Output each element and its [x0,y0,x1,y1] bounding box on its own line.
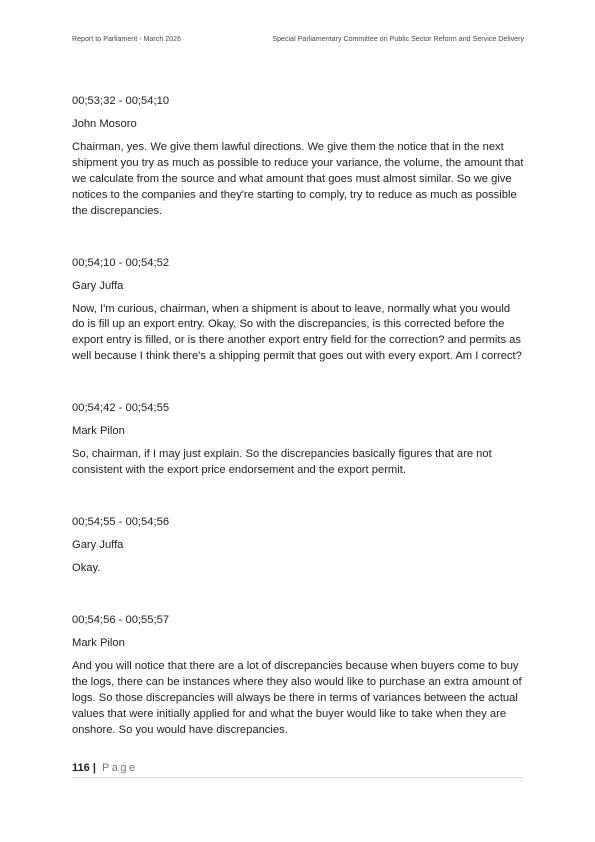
footer-divider [72,777,524,778]
entry-timestamp: 00;54;10 - 00;54;52 [72,256,170,269]
entry-text: Chairman, yes. We give them lawful directions. We give them the notice that in the next shipment you try as much as possible to reduce your variance, the volume, the amount that we calculate from the source and what amount that goes must almost similar. So we give notices to the companies and they're starting to comply, try to reduce as much as possible the discrepancies. [72,141,524,217]
entry-text: So, chairman, if I may just explain. So the discrepancies basically figures that are not consistent with the export price endorsement and the export permit. [72,448,492,477]
entry-speaker: Gary Juffa [72,279,124,292]
entry-timestamp: 00;54;55 - 00;54;56 [72,515,170,528]
entry-timestamp: 00;54;56 - 00;55;57 [72,613,170,626]
page-header [72,36,524,43]
transcript-entry [72,94,524,220]
entry-timestamp: 00;54;42 - 00;54;55 [72,402,170,415]
page-number: 116 [72,762,90,774]
entry-text: And you will notice that there are a lot of discrepancies because when buyers come to buy the logs, there can be instances where they also would like to purchase an extra amount of logs. So those discrepancies will always be there in terms of variances between the actual values that were initially applied for and what the buyer would like to take when they are onshore. So you would have discrepancies. [72,659,522,736]
entry-speaker: John Mosoro [72,118,137,130]
entry-speaker: Mark Pilon [72,425,125,438]
entry-text: Now, I'm curious, chairman, when a shipment is about to leave, normally what you would do is fill up an export entry. Okay, So with the discrepancies, is this corrected before the export entry is filled, or is there another export entry field for the correction? and permits as well because I think there's a shipping permit that goes out with every export. Am I correct? [72,302,522,363]
footer-separator: | [92,762,96,774]
transcript-entry [72,401,524,479]
transcript-entry [72,256,524,366]
transcript-body [72,94,524,774]
entry-timestamp: 00;53;32 - 00;54;10 [72,95,170,107]
header-committee-name: Special Parliamentary Committee on Public Sector Reform and Service Delivery [272,36,524,43]
transcript-entry [72,613,524,739]
entry-text: Okay. [72,561,101,574]
header-report-title: Report to Parliament - March 2026 [72,36,182,43]
transcript-entry [72,515,524,577]
page-footer [72,762,524,774]
page-label: Page [101,762,138,774]
entry-speaker: Mark Pilon [72,636,125,649]
entry-speaker: Gary Juffa [72,538,124,551]
